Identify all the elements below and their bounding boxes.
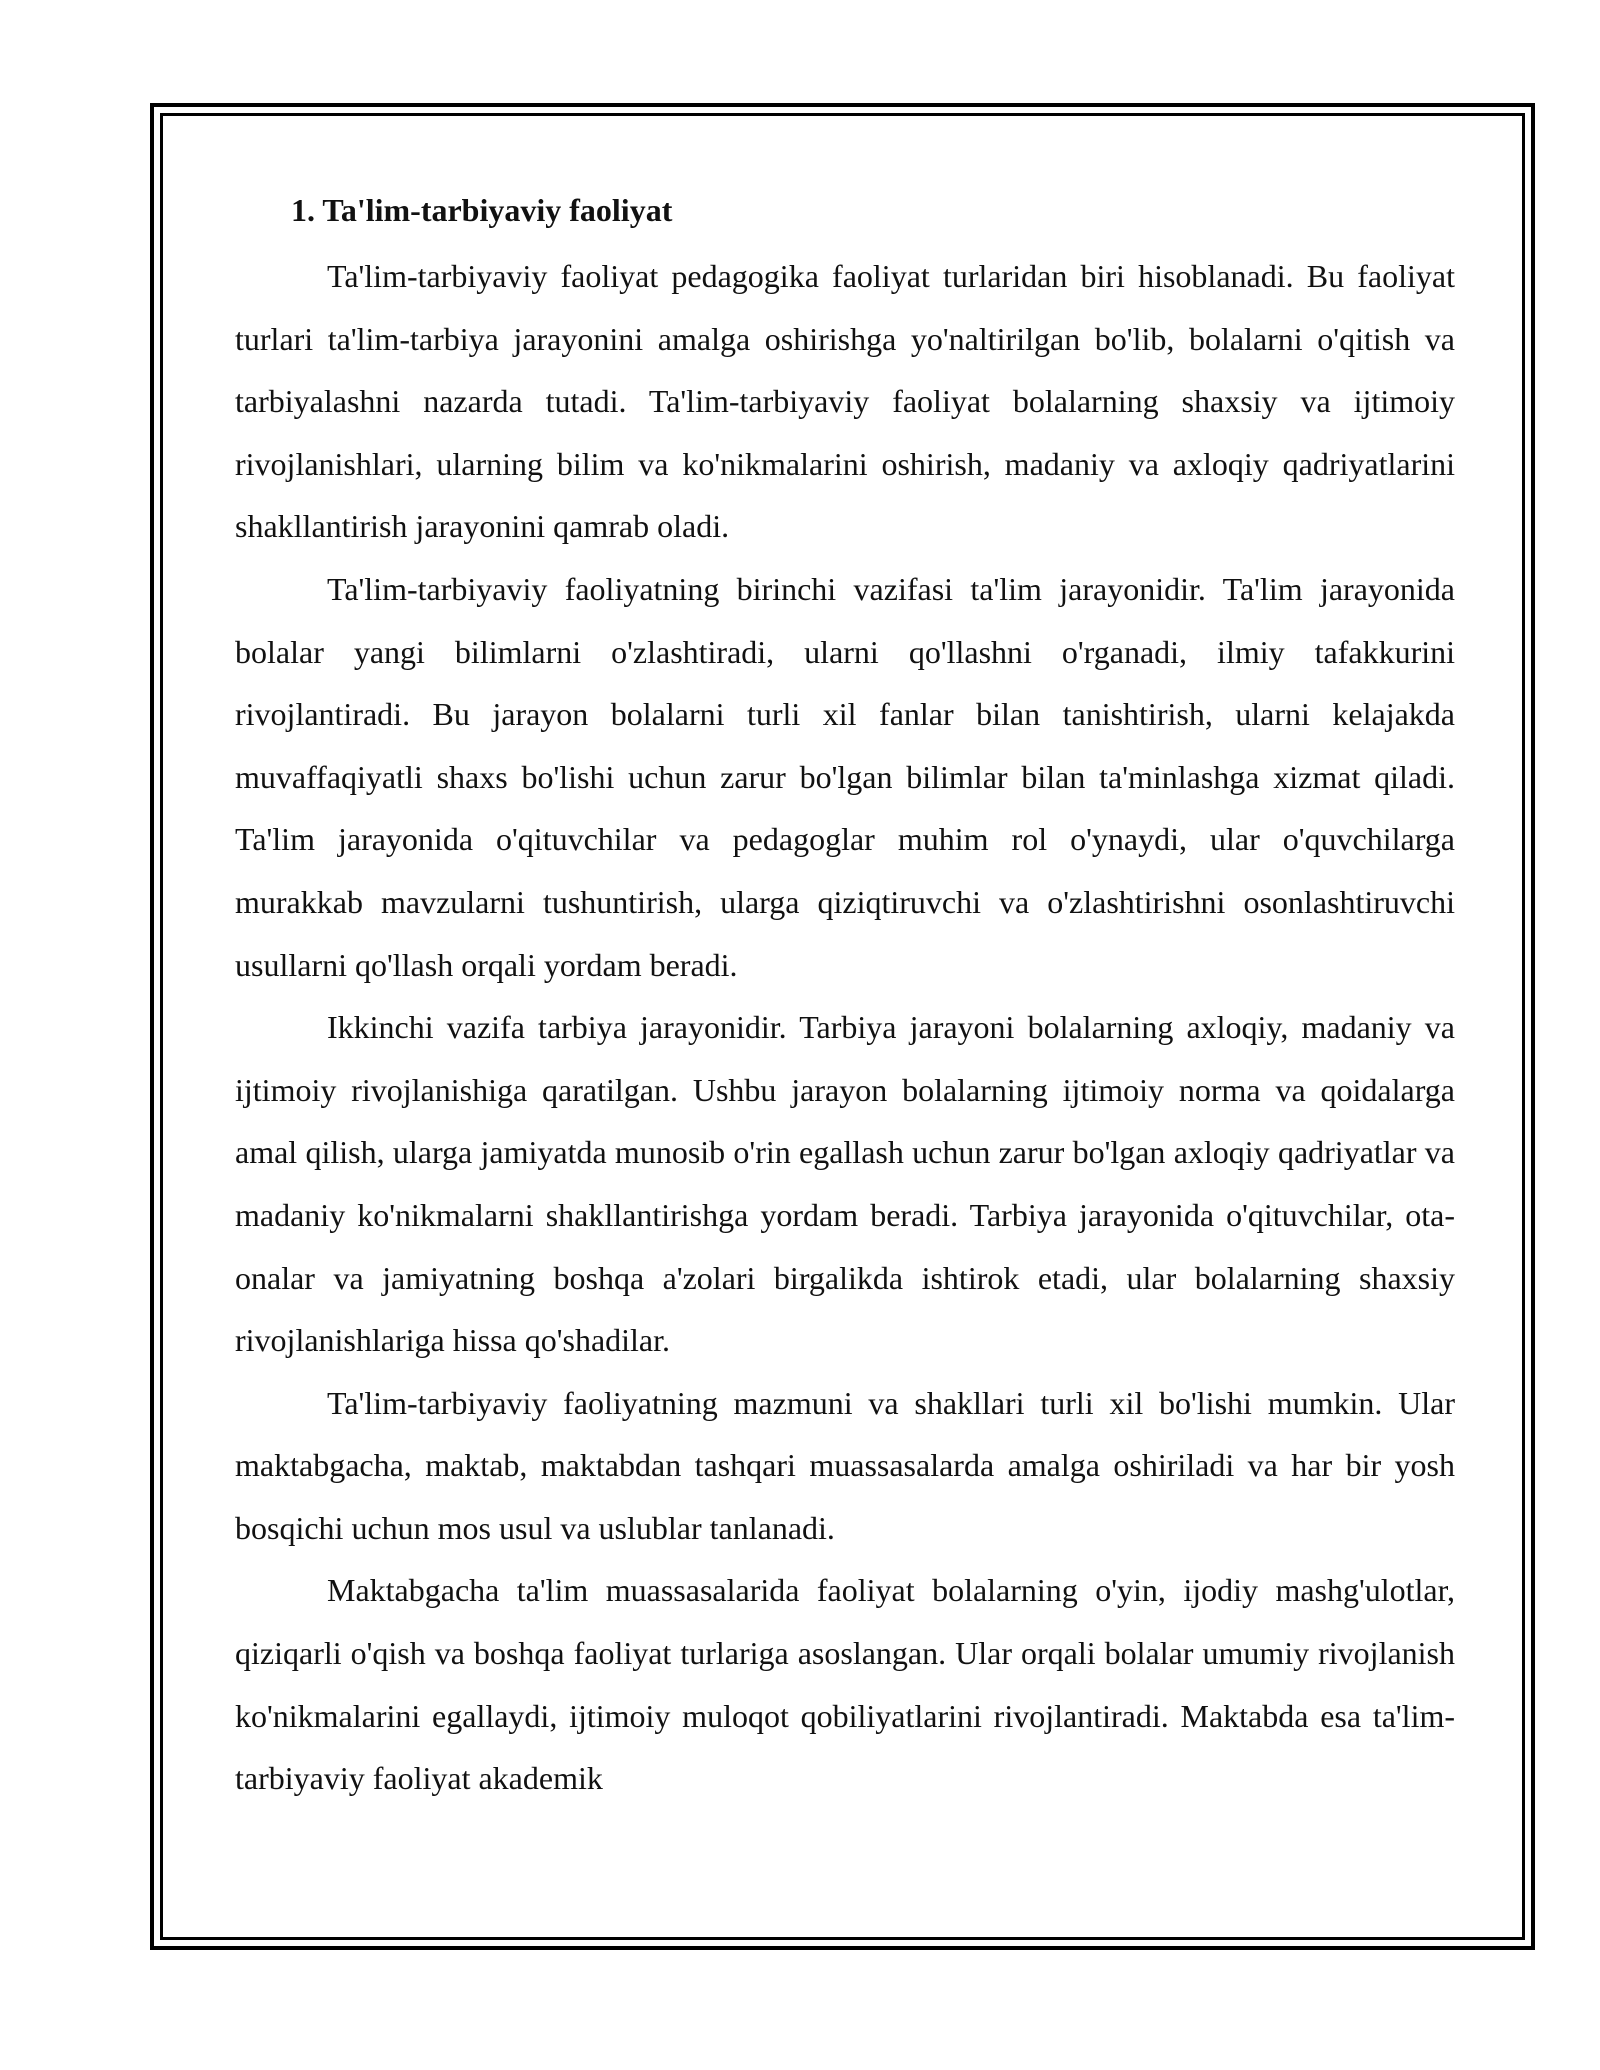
paragraph-2: Ta'lim-tarbiyaviy faoliyatning birinchi vazifasi ta'lim jarayonidir. Ta'lim jarayonida bolalar yangi bilimlarni o'zlashtiradi, ularni qo'llashni o'rganadi, ilmiy tafakkurini rivojlantiradi. Bu jarayon bolalarni turli xil fanlar bilan tanishtirish, ularni kelajakda muvaffaqiyatli shaxs bo'lishi uchun zarur bo'lgan bilimlar bilan ta'minlashga xizmat qiladi. Ta'lim jarayonida o'qituvchilar va pedagoglar muhim rol o'ynaydi, ular o'quvchilarga murakkab mavzularni tushuntirish, ularga qiziqtiruvchi va o'zlashtirishni osonlashtiruvchi usullarni qo'llash orqali yordam beradi.	[235, 570, 1455, 983]
document-body	[235, 185, 1455, 1810]
paragraph-3: Ikkinchi vazifa tarbiya jarayonidir. Tarbiya jarayoni bolalarning axloqiy, madaniy va ijtimoiy rivojlanishiga qaratilgan. Ushbu jarayon bolalarning ijtimoiy norma va qoidalarga amal qilish, ularga jamiyatda munosib o'rin egallash uchun zarur bo'lgan axloqiy qadriyatlar va madaniy ko'nikmalarni shakllantirishga yordam beradi. Tarbiya jarayonida o'qituvchilar, ota-onalar va jamiyatning boshqa a'zolari birgalikda ishtirok etadi, ular bolalarning shaxsiy rivojlanishlariga hissa qo'shadilar.	[235, 1009, 1455, 1359]
paragraph-1: Ta'lim-tarbiyaviy faoliyat pedagogika faoliyat turlaridan biri hisoblanadi. Bu faoliyat turlari ta'lim-tarbiya jarayonini amalga oshirishga yo'naltirilgan bo'lib, bolalarni o'qitish va tarbiyalashni nazarda tutadi. Ta'lim-tarbiyaviy faoliyat bolalarning shaxsiy va ijtimoiy rivojlanishlari, ularning bilim va ko'nikmalarini oshirish, madaniy va axloqiy qadriyatlarini shakllantirish jarayonini qamrab oladi.	[235, 258, 1455, 545]
section-heading: 1. Ta'lim-tarbiyaviy faoliyat	[291, 192, 673, 228]
paragraph-5: Maktabgacha ta'lim muassasalarida faoliyat bolalarning o'yin, ijodiy mashg'ulotlar, qiziqarli o'qish va boshqa faoliyat turlariga asoslangan. Ular orqali bolalar umumiy rivojlanish ko'nikmalarini egallaydi, ijtimoiy muloqot qobiliyatlarini rivojlantiradi. Maktabda esa ta'lim-tarbiyaviy faoliyat akademik	[235, 1572, 1455, 1797]
paragraph-4: Ta'lim-tarbiyaviy faoliyatning mazmuni va shakllari turli xil bo'lishi mumkin. Ular maktabgacha, maktab, maktabdan tashqari muassasalarda amalga oshiriladi va har bir yosh bosqichi uchun mos usul va uslublar tanlanadi.	[235, 1384, 1455, 1546]
